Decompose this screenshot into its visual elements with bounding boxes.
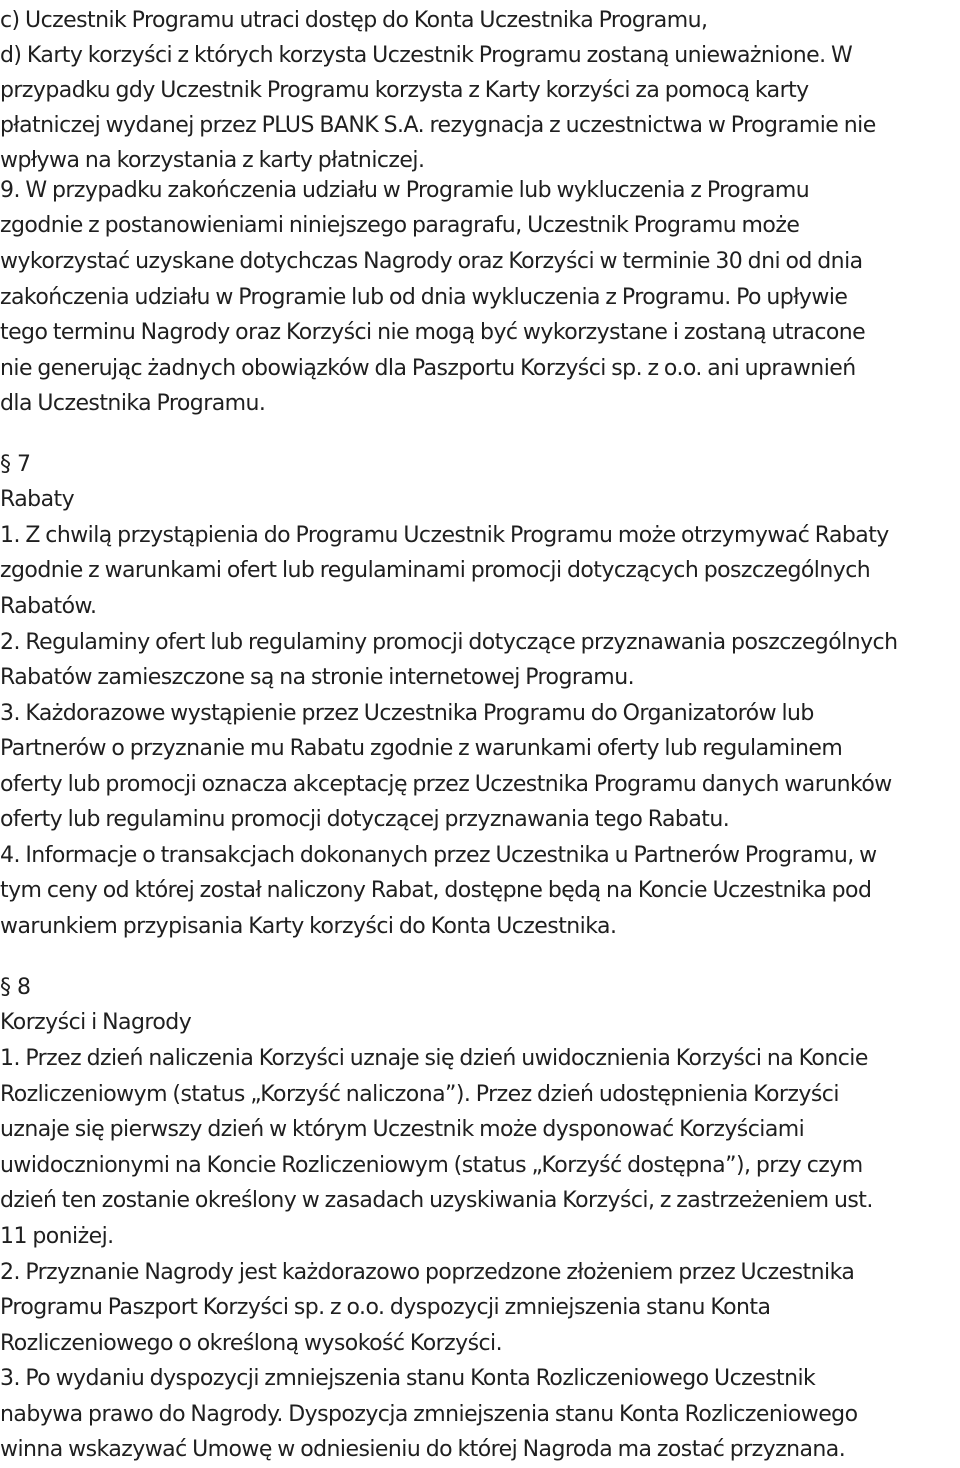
text-line: wykorzystać uzyskane dotychczas Nagrody oraz Korzyści w terminie 30 dni od dnia: [0, 249, 863, 274]
section-heading-title: Rabaty: [0, 487, 75, 512]
text-line: 1. Z chwilą przystąpienia do Programu Uczestnik Programu może otrzymywać Rabaty: [0, 523, 889, 548]
text-line: oferty lub regulaminu promocji dotyczącej przyznawania tego Rabatu.: [0, 807, 730, 832]
text-line: 3. Każdorazowe wystąpienie przez Uczestnika Programu do Organizatorów lub: [0, 701, 814, 726]
text-line: 2. Regulaminy ofert lub regulaminy promocji dotyczące przyznawania poszczególnych: [0, 630, 898, 655]
text-line: d) Karty korzyści z których korzysta Uczestnik Programu zostaną unieważnione. W: [0, 43, 853, 68]
text-line: winna wskazywać Umowę w odniesieniu do której Nagroda ma zostać przyznana.: [0, 1437, 846, 1462]
text-line: dzień ten zostanie określony w zasadach uzyskiwania Korzyści, z zastrzeżeniem ust.: [0, 1188, 873, 1213]
text-line: uznaje się pierwszy dzień w którym Uczestnik może dysponować Korzyściami: [0, 1117, 805, 1142]
text-line: tym ceny od której został naliczony Rabat, dostępne będą na Koncie Uczestnika pod: [0, 878, 872, 903]
text-line: Partnerów o przyznanie mu Rabatu zgodnie z warunkami oferty lub regulaminem: [0, 736, 843, 761]
section-heading-title: Korzyści i Nagrody: [0, 1010, 192, 1035]
text-line: przypadku gdy Uczestnik Programu korzysta z Karty korzyści za pomocą karty: [0, 78, 809, 103]
text-line: 2. Przyznanie Nagrody jest każdorazowo poprzedzone złożeniem przez Uczestnika: [0, 1260, 855, 1285]
text-line: 4. Informacje o transakcjach dokonanych przez Uczestnika u Partnerów Programu, w: [0, 843, 877, 868]
section-heading-number: § 7: [0, 452, 31, 477]
text-line: dla Uczestnika Programu.: [0, 391, 266, 416]
text-line: płatniczej wydanej przez PLUS BANK S.A. rezygnacja z uczestnictwa w Programie nie: [0, 113, 876, 138]
text-line: wpływa na korzystania z karty płatniczej.: [0, 148, 425, 173]
text-line: 9. W przypadku zakończenia udziału w Programie lub wykluczenia z Programu: [0, 178, 810, 203]
text-line: zgodnie z postanowieniami niniejszego paragrafu, Uczestnik Programu może: [0, 213, 800, 238]
text-line: Rozliczeniowego o określoną wysokość Korzyści.: [0, 1331, 503, 1356]
text-line: Programu Paszport Korzyści sp. z o.o. dyspozycji zmniejszenia stanu Konta: [0, 1295, 771, 1320]
text-line: Rozliczeniowym (status „Korzyść naliczona”). Przez dzień udostępnienia Korzyści: [0, 1082, 839, 1107]
text-line: uwidocznionymi na Koncie Rozliczeniowym (status „Korzyść dostępna”), przy czym: [0, 1153, 863, 1178]
text-line: oferty lub promocji oznacza akceptację przez Uczestnika Programu danych warunków: [0, 772, 892, 797]
text-line: Rabatów.: [0, 594, 97, 619]
text-line: 11 poniżej.: [0, 1224, 114, 1249]
text-line: nie generując żadnych obowiązków dla Paszportu Korzyści sp. z o.o. ani uprawnień: [0, 356, 856, 381]
text-line: zgodnie z warunkami ofert lub regulaminami promocji dotyczących poszczególnych: [0, 558, 871, 583]
text-line: zakończenia udziału w Programie lub od dnia wykluczenia z Programu. Po upływie: [0, 285, 848, 310]
text-line: 1. Przez dzień naliczenia Korzyści uznaje się dzień uwidocznienia Korzyści na Koncie: [0, 1046, 868, 1071]
text-line: warunkiem przypisania Karty korzyści do Konta Uczestnika.: [0, 914, 617, 939]
text-line: nabywa prawo do Nagrody. Dyspozycja zmniejszenia stanu Konta Rozliczeniowego: [0, 1402, 858, 1427]
text-line: tego terminu Nagrody oraz Korzyści nie mogą być wykorzystane i zostaną utracone: [0, 320, 866, 345]
text-line: c) Uczestnik Programu utraci dostęp do Konta Uczestnika Programu,: [0, 8, 708, 33]
text-line: Rabatów zamieszczone są na stronie internetowej Programu.: [0, 665, 635, 690]
section-heading-number: § 8: [0, 975, 31, 1000]
text-line: 3. Po wydaniu dyspozycji zmniejszenia stanu Konta Rozliczeniowego Uczestnik: [0, 1366, 816, 1391]
